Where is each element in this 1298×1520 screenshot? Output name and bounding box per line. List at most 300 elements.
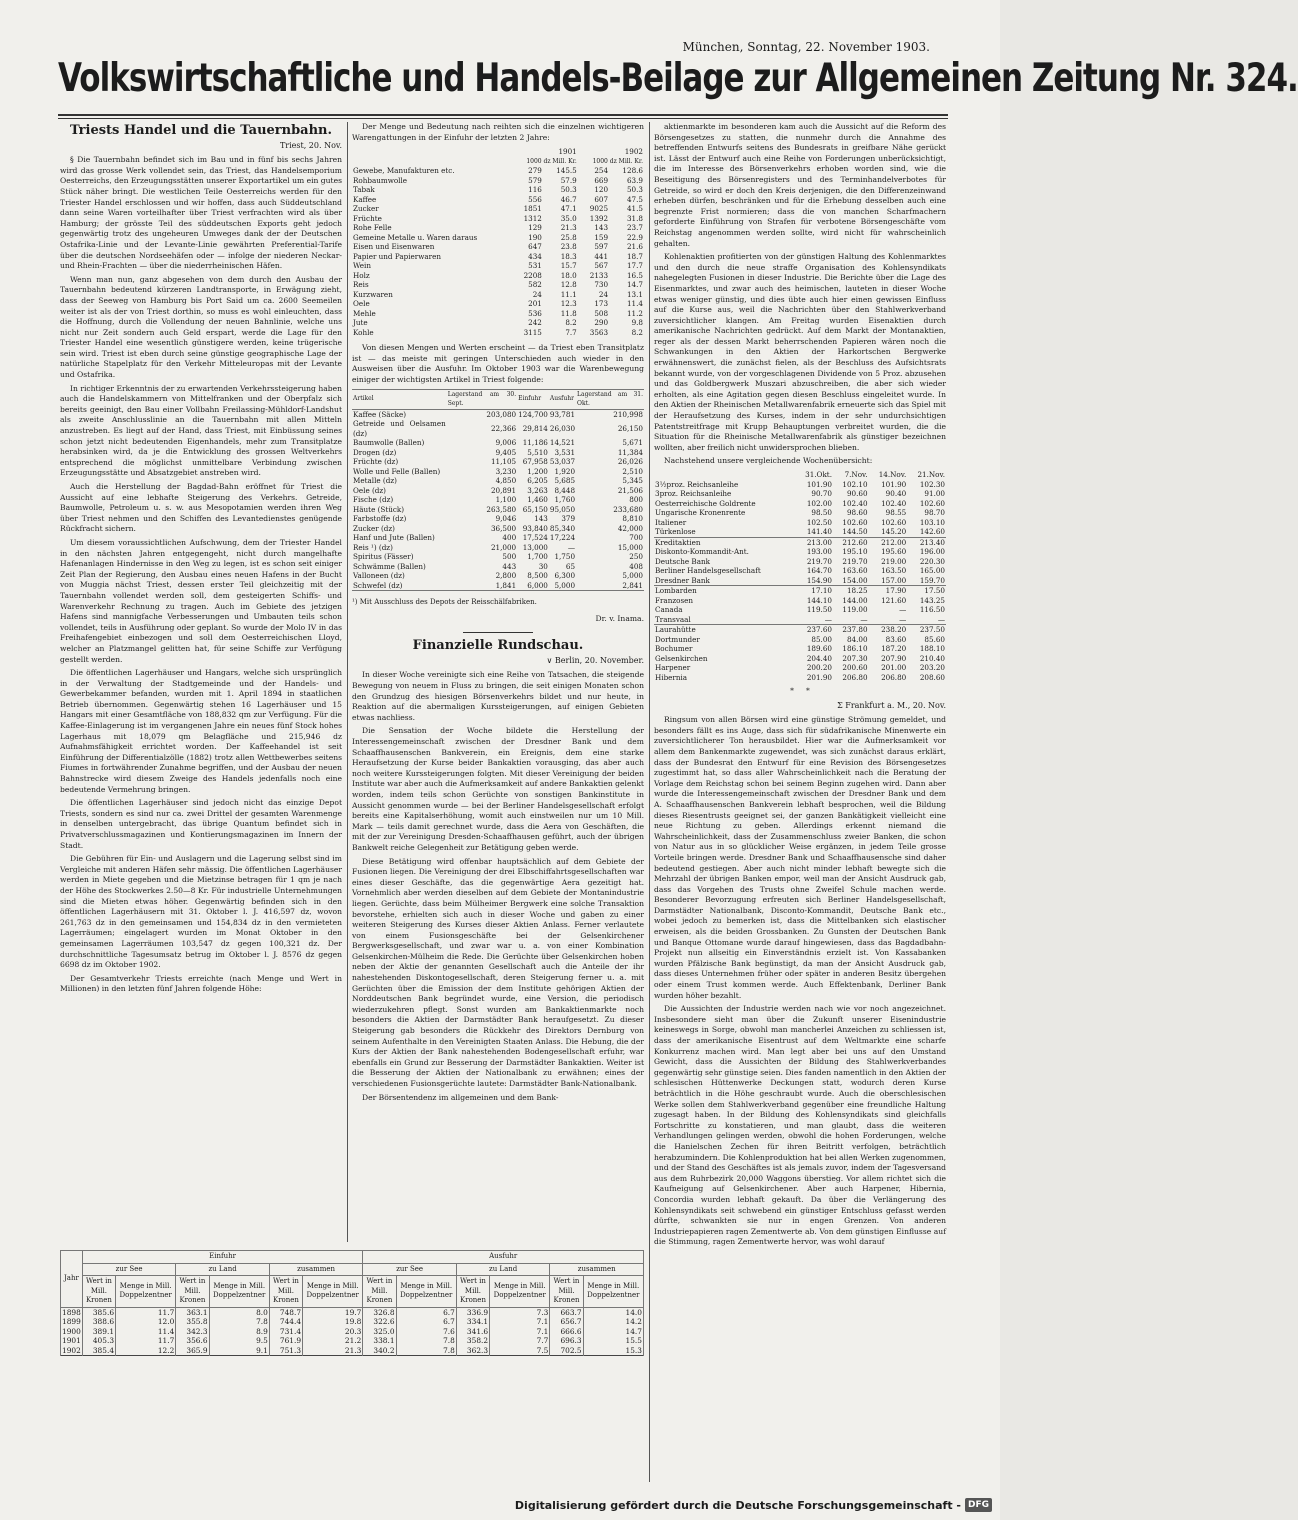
table-cell: 159 [594, 232, 609, 242]
commodity-name: Wolle und Felle (Ballen) [353, 466, 441, 476]
table-cell: 119.00 [842, 605, 868, 614]
security-name: Deutsche Bank [655, 556, 710, 566]
table-row [352, 318, 644, 328]
table-cell: 187.20 [881, 644, 907, 653]
section-headline: Finanzielle Rundschau. [412, 638, 584, 654]
table-cell: 21,506 [617, 485, 643, 495]
table-cell: 84.00 [846, 634, 868, 644]
table-cell: 647 [528, 242, 542, 252]
paragraph: Von diesen Mengen und Werten erscheint — da Triest eben Transitplatz ist — das meiste mit geringen Unterschieden auch wieder in den Ausweisen über die Ausfuhr. Im Oktober 1903 war die Warenbewegung einiger der wichtigsten Artikel in Triest folgende: [352, 343, 644, 384]
table-cell: 19.8 [303, 1317, 363, 1327]
table-cell: 143 [534, 514, 548, 524]
table-row [352, 328, 644, 338]
section-rule [463, 632, 533, 633]
table-row [654, 605, 946, 615]
table-cell: 443 [502, 561, 517, 571]
security-name: Dresdner Bank [655, 575, 710, 585]
table-cell: 212.00 [881, 537, 907, 547]
table-row [352, 571, 644, 581]
table-cell: 102.10 [842, 479, 868, 489]
table-cell: 11.7 [116, 1336, 176, 1346]
table-cell: 173 [594, 299, 609, 309]
table-cell: 129 [528, 223, 542, 233]
table-cell: 9,006 [495, 438, 517, 448]
table-cell: 2,510 [622, 466, 643, 476]
table-cell: 47.1 [560, 204, 577, 214]
table-row [352, 581, 644, 591]
table-row [61, 1346, 644, 1356]
table-cell: 751.3 [269, 1346, 302, 1356]
paragraph: Wenn man nun, ganz abgesehen von dem durch den Ausbau der Tauernbahn bedeutend kürzeren Landtransporte, in Erwägung zieht, dass der Seeweg von Hamburg bis Port Said um ca. 2600 Seemeilen weiter ist als der von Triest dorthin, so muss es wohl einleuchten, dass die Hoffnung, durch die Vollendung der neuen Bahnlinie, welche uns nicht nur Zeit sondern auch Geld erspart, werde die Lage für den Triester Handel eine wesentlich günstigere werden, keine trügerische sein wird. Triest ist eben durch seine günstige geographische Lage der natürliche Stapelplatz für den Verkehr Mitteleuropas mit der Levante und Ostafrika. [60, 274, 342, 380]
sub-header: Menge in Mill. Doppelzentner [583, 1276, 643, 1308]
table-cell: 85.00 [811, 634, 832, 644]
group-header: zusammen [269, 1263, 363, 1276]
masthead-rule-thin [58, 118, 948, 119]
table-cell: 17.10 [811, 586, 832, 595]
table-cell: 200.20 [806, 663, 832, 672]
table-row [352, 552, 644, 562]
section-dateline: ∨ Berlin, 20. November. [546, 655, 644, 665]
sub-header: Menge in Mill. Doppelzentner [490, 1276, 550, 1308]
sub-header: Wert in Mill. Kronen [82, 1276, 115, 1308]
table-cell: 3,263 [527, 485, 548, 495]
table-cell: — [899, 614, 907, 624]
table-cell: 730 [594, 280, 609, 290]
security-name: Kreditaktien [655, 537, 701, 547]
table-row [352, 233, 644, 243]
column-divider [649, 122, 650, 1482]
table-cell: 579 [528, 175, 542, 185]
sub-header: Menge in Mill. Doppelzentner [116, 1276, 176, 1308]
table-cell: 91.00 [924, 489, 945, 498]
table-cell: 607 [594, 194, 609, 204]
table-cell: 11,105 [490, 457, 517, 467]
table-cell: 11,186 [522, 438, 548, 448]
security-name: Italiener [655, 517, 687, 527]
group-header: zur See [363, 1263, 457, 1276]
table-cell: 85,340 [549, 523, 576, 533]
table-cell: 696.3 [550, 1336, 583, 1346]
paragraph: Die öffentlichen Lagerhäuser sind jedoch nicht das einzige Depot Triests, sondern es sind nur ca. zwei Drittel der gesamten Warenmenge in denselben untergebracht, das übrige Quantum befindet sich in Privatverschlussmagazinen und Kontierungsmagazinen im Innern der Stadt. [60, 798, 342, 850]
security-name: Dortmunder [655, 634, 700, 644]
table-cell: 25.8 [560, 232, 577, 242]
table-row [352, 214, 644, 224]
table-cell: 57.9 [560, 175, 577, 185]
table-cell: 669 [594, 175, 609, 185]
table-cell: 145.20 [881, 527, 907, 536]
article-body [654, 122, 946, 467]
table-cell: 702.5 [550, 1346, 583, 1356]
table-cell: 336.9 [456, 1307, 489, 1317]
table-row [352, 204, 644, 214]
table-row [61, 1307, 644, 1317]
table-cell: 8,500 [527, 571, 548, 581]
table-cell: 144.00 [842, 595, 868, 605]
table-cell: 116.50 [919, 605, 945, 614]
table-cell: 219.70 [842, 556, 868, 566]
table-cell: 193.00 [806, 547, 832, 556]
table-row [61, 1336, 644, 1346]
table-cell: 400 [502, 533, 517, 543]
table-cell: 65 [565, 561, 576, 571]
commodity-name: Kaffee (Säcke) [353, 409, 407, 419]
table-cell: 11.4 [116, 1327, 176, 1337]
table-row [654, 566, 946, 576]
commodity-name: Oele [353, 299, 370, 309]
table-cell: 208.60 [919, 672, 945, 682]
table-cell: 338.1 [363, 1336, 396, 1346]
year-header: 1902 [624, 147, 643, 157]
table-cell: 13,000 [522, 542, 548, 552]
table-cell: 441 [594, 251, 609, 261]
table-cell: 101.90 [806, 479, 832, 489]
table-row [654, 527, 946, 537]
table-cell: 124,700 [518, 409, 548, 419]
column-header: Artikel [353, 395, 374, 403]
table-row [654, 537, 946, 547]
table-row [654, 547, 946, 557]
table-cell: 83.60 [885, 634, 907, 644]
table-row [352, 533, 644, 543]
paragraph: Die Aussichten der Industrie werden nach wie vor noch angezeichnet. Insbesondere sieht man über die Zukunft unserer Eisenindustrie keineswegs in Sorge, obwohl man mancherlei Anzeichen zu schliessen ist, dass der amerikanische Eisentrust auf dem Weltmarkte eine scharfe Konkurrenz machen wird. Man legt aber bei uns auf den Umstand Gewicht, dass die Aussichten der Bildung des Stahlwerkverbandes gegenwärtig sehr günstige seien. Dies fanden namentlich in den Aktien der schlesischen Hüttenwerke Deckungen statt, wodurch deren Kurse beträchtlich in die Höhe geschraubt wurde. Auch die oberschlesischen Werke sollen dem Stahlwerkverband gegenüber eine freundliche Haltung zugesagt haben. In der Bildung des Kohlensyndikats sind gleichfalls Fortschritte zu konstatieren, und man glaubt, dass die weiteren Verhandlungen gelingen werden, obwohl die hohen Forderungen, welche die Hanielschen Zechen für ihren Beitritt verfolgen, beträchtlich herabzumindern. Die Kohlenproduktion hat bei allen Werken zugenommen, und der Stand des Geschäftes ist als jemals zuvor, indem der Tagesversand aus dem Ruhrbezirk 20,000 Waggons überstieg. Vor allem richtet sich die Kaufneigung auf Gelsenkirchener. Aber auch Harpener, Hibernia, Concordia wurden lebhaft gekauft. Da über die Verlängerung des Kohlensyndikats seit schwebend ein günstiger Entschluss gefasst werden dürfte, schwankten sie nur in engen Grenzen. Von anderen Industriepapieren ragen Zementwerte ab. Von dem günstigen Einflusse auf die Stimmung, ragen Zementwerte hervor, was wohl darauf [654, 1004, 946, 1247]
table-cell: 363.1 [176, 1307, 209, 1317]
table-cell: 206.80 [842, 672, 868, 682]
table-cell: 1,750 [554, 552, 576, 562]
table-cell: 36,500 [490, 523, 517, 533]
paragraph: aktienmarkte im besonderen kam auch die Aussicht auf die Reform des Börsengesetzes zu statten, die nunmehr durch die Annahme des betreffenden Entwurfs seitens des Bundesrats in greifbare Nähe gerückt ist. Lässt der Entwurf auch eine Reihe von Forderungen unberücksichtigt, die im Interesse des Börsenverkehrs erhoben worden sind, wie die Beseitigung des Börsenregisters und des Terminhandelverbotes für Getreide, so wird er doch den Kreis derjenigen, die den Differenzeinwand erheben dürfen, beschränken und für die Erhebung desselben auch eine begrenzte Frist normieren; dass die von manchen Scharfmachern geforderte Einführung von Strafen für verbotene Börsengeschäfte vom Reichstag angenommen werden sollte, wird nicht für wahrscheinlich gehalten. [654, 122, 946, 248]
table-cell: 201 [528, 299, 542, 309]
commodity-name: Hanf und Jute (Ballen) [353, 533, 435, 543]
table-row [654, 499, 946, 509]
security-name: Laurahütte [655, 625, 696, 634]
table-cell: 744.4 [269, 1317, 302, 1327]
table-cell: 102.40 [881, 498, 907, 508]
table-row [654, 663, 946, 673]
table-cell: 102.50 [806, 517, 832, 527]
table-cell: 748.7 [269, 1307, 302, 1317]
import-header: Einfuhr [82, 1251, 363, 1264]
table-cell: 21,000 [490, 542, 517, 552]
table-cell: 121.60 [881, 595, 907, 605]
table-row [61, 1327, 644, 1337]
paragraph: Nachstehend unsere vergleichende Wochenübersicht: [664, 456, 873, 466]
table-cell: 143.25 [919, 595, 945, 605]
year-header: 1901 [558, 147, 577, 157]
table-cell: 290 [594, 318, 609, 328]
table-cell: 5,510 [527, 447, 548, 457]
table-row [352, 476, 644, 486]
sub-header: Wert in Mill. Kronen [456, 1276, 489, 1308]
article-body [654, 715, 946, 1248]
table-cell: 46.7 [560, 194, 577, 204]
table-cell: 1392 [589, 213, 609, 223]
table-cell: 98.55 [885, 508, 907, 517]
masthead-title: Volkswirtschaftliche und Handels-Beilage zur Allgemeinen Zeitung Nr. 324. [58, 56, 1298, 101]
table-cell: 1,920 [554, 466, 576, 476]
security-name: Bochumer [655, 644, 693, 653]
table-cell: 26,150 [617, 423, 643, 433]
table-cell: 21.2 [303, 1336, 363, 1346]
group-header: zusammen [550, 1263, 644, 1276]
table-row [352, 271, 644, 281]
table-cell: 144.50 [842, 527, 868, 536]
table-cell: 5,000 [622, 571, 643, 581]
table-cell: 279 [528, 166, 542, 176]
table-cell: 1312 [523, 213, 542, 223]
article-body [60, 155, 342, 995]
table-row [352, 261, 644, 271]
commodity-name: Kaffee [353, 194, 377, 204]
table-cell: 50.3 [560, 185, 577, 195]
table-cell: 254 [594, 166, 609, 176]
table-cell: 356.6 [176, 1336, 209, 1346]
table-cell: 1,841 [495, 580, 517, 590]
table-cell: 67,958 [522, 457, 548, 467]
table-cell: 201.90 [806, 672, 832, 682]
table-cell: 24 [598, 289, 609, 299]
table-cell: 196.00 [919, 547, 945, 556]
group-header: zu Land [456, 1263, 550, 1276]
table-cell: 5,345 [622, 476, 643, 486]
table-cell: 203.20 [919, 663, 945, 672]
commodity-name: Farbstoffe (dz) [353, 514, 407, 524]
table-cell: 165.00 [919, 566, 945, 575]
table-row [61, 1317, 644, 1327]
table-cell: 102.60 [842, 517, 868, 527]
column-triest [60, 122, 342, 1225]
sub-header: Wert in Mill. Kronen [269, 1276, 302, 1308]
table-cell: 2133 [589, 270, 609, 280]
table-cell: 22,366 [490, 423, 517, 433]
commodity-name: Früchte [353, 213, 382, 223]
security-name: 3½proz. Reichsanleihe [655, 479, 739, 489]
section-dateline: Σ Frankfurt a. M., 20. Nov. [837, 700, 946, 710]
group-header: zu Land [176, 1263, 270, 1276]
sub-header: Menge in Mill. Doppelzentner [396, 1276, 456, 1308]
table-cell: — [860, 614, 868, 624]
commodity-name: Kohle [353, 327, 374, 337]
table-cell: 6.7 [396, 1307, 456, 1317]
table-cell: 119.50 [806, 605, 832, 614]
table-cell: 154.90 [806, 575, 832, 585]
security-name: Harpener [655, 663, 691, 672]
table-cell: 6.7 [396, 1317, 456, 1327]
paragraph: In richtiger Erkenntnis der zu erwartenden Verkehrssteigerung haben auch die Handelskammern von Mittelfranken und der Oberpfalz sich bereits geeinigt, den Bau einer Vollbahn Freilassing-Mühldorf-Landshut als zweite Anschlusslinie an die Tauernbahn mit allen Mitteln anzustreben. Es liegt auf der Hand, dass Triest, mit Einbüssung seines schon jetzt nicht bedeutenden Eigenhandels, mehr zum Transitplatze herabsinken wird, da je die Entwicklung des grossen Weltverkehrs entsprechend die möglichst unmittelbare Verbindung zwischen Erzeugungsstätte und Absatzgebiet anstreben wird. [60, 383, 342, 478]
table-row [352, 524, 644, 534]
commodity-name: Zucker [353, 204, 379, 214]
unit-header: 1000 dz Mill. Kr. [592, 157, 643, 165]
table-cell: 325.0 [363, 1327, 396, 1337]
table-cell: 195.10 [842, 547, 868, 556]
table-cell: 761.9 [269, 1336, 302, 1346]
table-row [352, 176, 644, 186]
table-cell: 102.30 [919, 479, 945, 489]
table-cell: 362.3 [456, 1346, 489, 1356]
table-cell: 5,685 [554, 476, 576, 486]
table-cell: 2,800 [495, 571, 517, 581]
paragraph: Um diesem voraussichtlichen Aufschwung, dem der Triester Handel in den nächsten Jahren entgegengeht, nicht durch mangelhafte Hafenanlagen Hindernisse in den Weg zu legen, ist es schon seit einiger Zeit Plan der Regierung, den Ausbau eines neuen Hafens in der Bucht von Muggia nächst Triest, dessen erster Teil gleichzeitig mit der Tauernbahn vollendet werden soll, dem gesteigerten Schiffs- und Warenverkehr Rechnung zu tragen. Auch im Gebiete des jetzigen Hafens sind mannigfache Verbesserungen und Umbauten teils schon vollendet, teils in Ausführung oder geplant. So wurde der Molo IV in das Freihafengebiet einbezogen und soll dem Oesterreichischen Lloyd, welcher an Platzmangel gelitten hat, für seine Schiffe zur Verfügung gestellt werden. [60, 537, 342, 664]
table-cell: 6,000 [527, 580, 548, 590]
table-cell: 8.9 [209, 1327, 269, 1337]
table-cell: 700 [629, 533, 643, 543]
table-cell: 9.1 [209, 1346, 269, 1356]
paragraph: Diese Betätigung wird offenbar hauptsächlich auf dem Gebiete der Fusionen liegen. Die Vereinigung der drei Elbschiffahrtsgesellschaften war eines dieser Geschäfte, das die gegenwärtige Aera gezeitigt hat. Vornehmlich aber werden dieselben auf dem Gebiete der Montanindustrie liegen. Gerüchte, dass beim Mülheimer Bergwerk eine solche Transaktion bevorstehe, erhielten sich auch in dieser Woche und gaben zu einer weiteren Steigerung des Kurses dieser Aktien Anlass. Ferner verlautete von einem Fusionsgeschäfte bei der Gelsenkirchener Bergwerksgesellschaft, und zwar war u. a. von einer Kombination Gelsenkirchen-Mülheim die Rede. Die Gerüchte über Gelsenkirchen hoben neben der Aktie der genannten Gesellschaft auch die Anteile der ihr nahestehenden Diskontogesellschaft, deren Steigerung ferner u. a. mit Gerüchten über die Emission der dem Institute gehörigen Aktien der Norddeutschen Bank begründet wurde, eine Version, die periodisch wiederzukehren pflegt. Sonst wurden am Bankaktienmarkte noch besonders die Aktien der Darmstädter Bank heraufgesetzt. Zu dieser Steigerung gab besonders die Rückkehr des Direktors Dernburg von seinem Aufenthalte in den Vereinigten Staaten Anlass. Die Hebung, die der Kurs der Aktien der Bank nahestehenden Bodengesellschaft erfuhr, war ebenfalls ein Grund zur Besserung der Darmstädter Bankaktien. Weiter ist die Besserung der Aktien der Nationalbank zu erwähnen; eines der verschiedenen Fusionsgerüchte lautete: Darmstädter Bank-Nationalbank. [352, 856, 644, 1088]
security-name: Gelsenkirchen [655, 653, 708, 663]
commodity-name: Valloneen (dz) [353, 571, 405, 581]
security-name: Canada [655, 605, 683, 614]
table-row [352, 514, 644, 524]
table-row [352, 185, 644, 195]
security-name: Transvaal [655, 614, 691, 624]
table-cell: — [937, 614, 945, 624]
table-cell: 31.8 [626, 213, 643, 223]
table-cell: 164.70 [806, 566, 832, 575]
table-cell: 666.6 [550, 1327, 583, 1337]
sub-header: Wert in Mill. Kronen [176, 1276, 209, 1308]
table-cell: 7.5 [490, 1346, 550, 1356]
table-cell: 213.00 [806, 537, 832, 547]
table-cell: 18.25 [846, 586, 868, 595]
table-row [654, 596, 946, 606]
paragraph: In dieser Woche vereinigte sich eine Reihe von Tatsachen, die steigende Bewegung von neuem in Fluss zu bringen, die seit einigen Monaten schon den Grundzug des hiesigen Börsenverkehrs bildet und nur heute, in Reaktion auf die abermaligen Kurssteigerungen, auf einigen Gebieten etwas nachliess. [352, 670, 644, 722]
commodity-name: Drogen (dz) [353, 447, 397, 457]
table-cell: 3115 [523, 327, 542, 337]
table-cell: 5,671 [622, 438, 643, 448]
table-cell: 101.90 [881, 479, 907, 489]
table-row [654, 644, 946, 654]
year-cell: 1901 [62, 1336, 81, 1345]
table-cell: 11.2 [626, 308, 643, 318]
table-cell: 663.7 [550, 1307, 583, 1317]
table-cell: 15,000 [617, 542, 643, 552]
date-header: 7.Nov. [844, 470, 868, 479]
table-row [654, 557, 946, 567]
table-cell: 334.1 [456, 1317, 489, 1327]
commodity-name: Holz [353, 270, 370, 280]
table-cell: 42,000 [617, 523, 643, 533]
table-cell: 2208 [523, 270, 542, 280]
table-row [654, 586, 946, 596]
table-cell: 21.3 [303, 1346, 363, 1356]
table-cell: 204.40 [806, 653, 832, 663]
table-cell: — [567, 542, 576, 552]
commodity-name: Häute (Stück) [353, 504, 405, 514]
table-cell: 157.00 [881, 575, 907, 585]
table-cell: — [824, 614, 832, 624]
table-cell: 5,000 [554, 580, 576, 590]
table-cell: 18.3 [560, 251, 577, 261]
table-cell: 250 [629, 552, 643, 562]
table-cell: 14,521 [549, 438, 576, 448]
table-cell: 50.3 [626, 185, 643, 195]
table-cell: 3,230 [495, 466, 517, 476]
table-cell: 220.30 [919, 556, 945, 566]
table-cell: 7.6 [396, 1327, 456, 1337]
table-cell: 21.6 [626, 242, 643, 252]
table-cell: 26,030 [549, 423, 576, 433]
table-cell: 7.1 [490, 1317, 550, 1327]
table-cell: 385.4 [82, 1346, 115, 1356]
table-row [654, 480, 946, 490]
table-cell: 15.7 [560, 261, 577, 271]
table-cell: 1,100 [495, 495, 517, 505]
commodity-name: Fische (dz) [353, 495, 394, 505]
column-finance [654, 122, 946, 1467]
table-cell: 35.0 [560, 213, 577, 223]
table-cell: 219.70 [806, 556, 832, 566]
divider-stars: * * [790, 686, 810, 695]
table-cell: 93,781 [549, 409, 576, 419]
commodity-table [352, 389, 644, 592]
column-divider [347, 122, 348, 1242]
group-header: zur See [82, 1263, 176, 1276]
table-cell: 8,448 [554, 485, 576, 495]
commodity-name: Eisen und Eisenwaren [353, 242, 435, 252]
commodity-name: Oele (dz) [353, 485, 386, 495]
blank-header [654, 470, 795, 480]
table-cell: 358.2 [456, 1336, 489, 1346]
table-cell: 18.0 [560, 270, 577, 280]
table-cell: 102.00 [806, 498, 832, 508]
table-cell: 8,810 [622, 514, 643, 524]
paragraph: Die Sensation der Woche bildete die Herstellung der Interessengemeinschaft zwischen der Dresdner Bank und dem Schaaffhausenschen Bankverein, ein Ereignis, dem eine starke Heraufsetzung der Kurse beider Bankaktien vorausging, das aber auch noch weitere Kurssteigerungen folgten. Mit dieser Vereinigung der beiden Institute war aber auch die Aufmerksamkeit auf andere Bankaktien gelenkt worden, indem teils schon Gerüchte von sonstigen Bankinstitute in Aussicht genommen wurde — bei der Berliner Handelsgesellschaft erfolgt bereits eine Kapitalserhöhung, womit auch einstweilen nur um 10 Mill. Mark — teils damit gerechnet wurde, dass die Aera von Geschäften, die mit der zur Vereinigung Dresden-Schaaffhausen geführt, auch der übrigen Bankwelt reiche Gelegenheit zur Betätigung geben werde. [352, 726, 644, 852]
table-cell: 145.5 [556, 166, 577, 176]
commodity-name: Früchte (dz) [353, 457, 399, 467]
table-row [352, 438, 644, 448]
commodity-name: Papier und Papierwaren [353, 251, 441, 261]
table-cell: 41.5 [626, 204, 643, 214]
table-cell: 341.6 [456, 1327, 489, 1337]
table-cell: 13.1 [626, 289, 643, 299]
table-cell: 24 [532, 289, 542, 299]
table-cell: 201.00 [881, 663, 907, 672]
table-cell: 7.8 [396, 1346, 456, 1356]
table-row [352, 309, 644, 319]
table-cell: 90.40 [885, 489, 907, 498]
dfg-logo: DFG [965, 1498, 992, 1512]
column-imports [352, 122, 644, 1225]
table-cell: 212.60 [842, 537, 868, 547]
table-cell: 1,460 [527, 495, 548, 505]
year-cell: 1899 [62, 1317, 81, 1326]
column-header: Einfuhr [518, 395, 542, 403]
year-cell: 1900 [62, 1326, 81, 1336]
year-column-header: Jahr [61, 1251, 83, 1308]
table-cell: 536 [528, 308, 542, 318]
table-row [654, 518, 946, 528]
table-row [352, 299, 644, 309]
commodity-name: Gemeine Metalle u. Waren daraus [353, 232, 478, 242]
table-cell: 15.3 [583, 1346, 643, 1356]
table-cell: 2,841 [622, 580, 643, 590]
table-cell: 93,840 [522, 523, 548, 533]
security-name: Franzosen [655, 595, 694, 605]
table-cell: 405.3 [82, 1336, 115, 1346]
table-row [352, 166, 644, 176]
table-cell: 144.10 [806, 595, 832, 605]
security-name: 3proz. Reichsanleihe [655, 489, 732, 498]
table-cell: 11.7 [116, 1307, 176, 1317]
table-cell: 379 [561, 514, 576, 524]
commodity-name: Jute [353, 318, 368, 328]
table-cell: 85.60 [924, 634, 945, 644]
table-cell: 11.1 [560, 289, 577, 299]
table-cell: 1,200 [527, 466, 548, 476]
table-cell: 500 [502, 552, 517, 562]
table-cell: 17,524 [522, 533, 548, 543]
commodity-name: Spiritus (Fässer) [353, 552, 414, 562]
table-cell: 116 [528, 185, 542, 195]
